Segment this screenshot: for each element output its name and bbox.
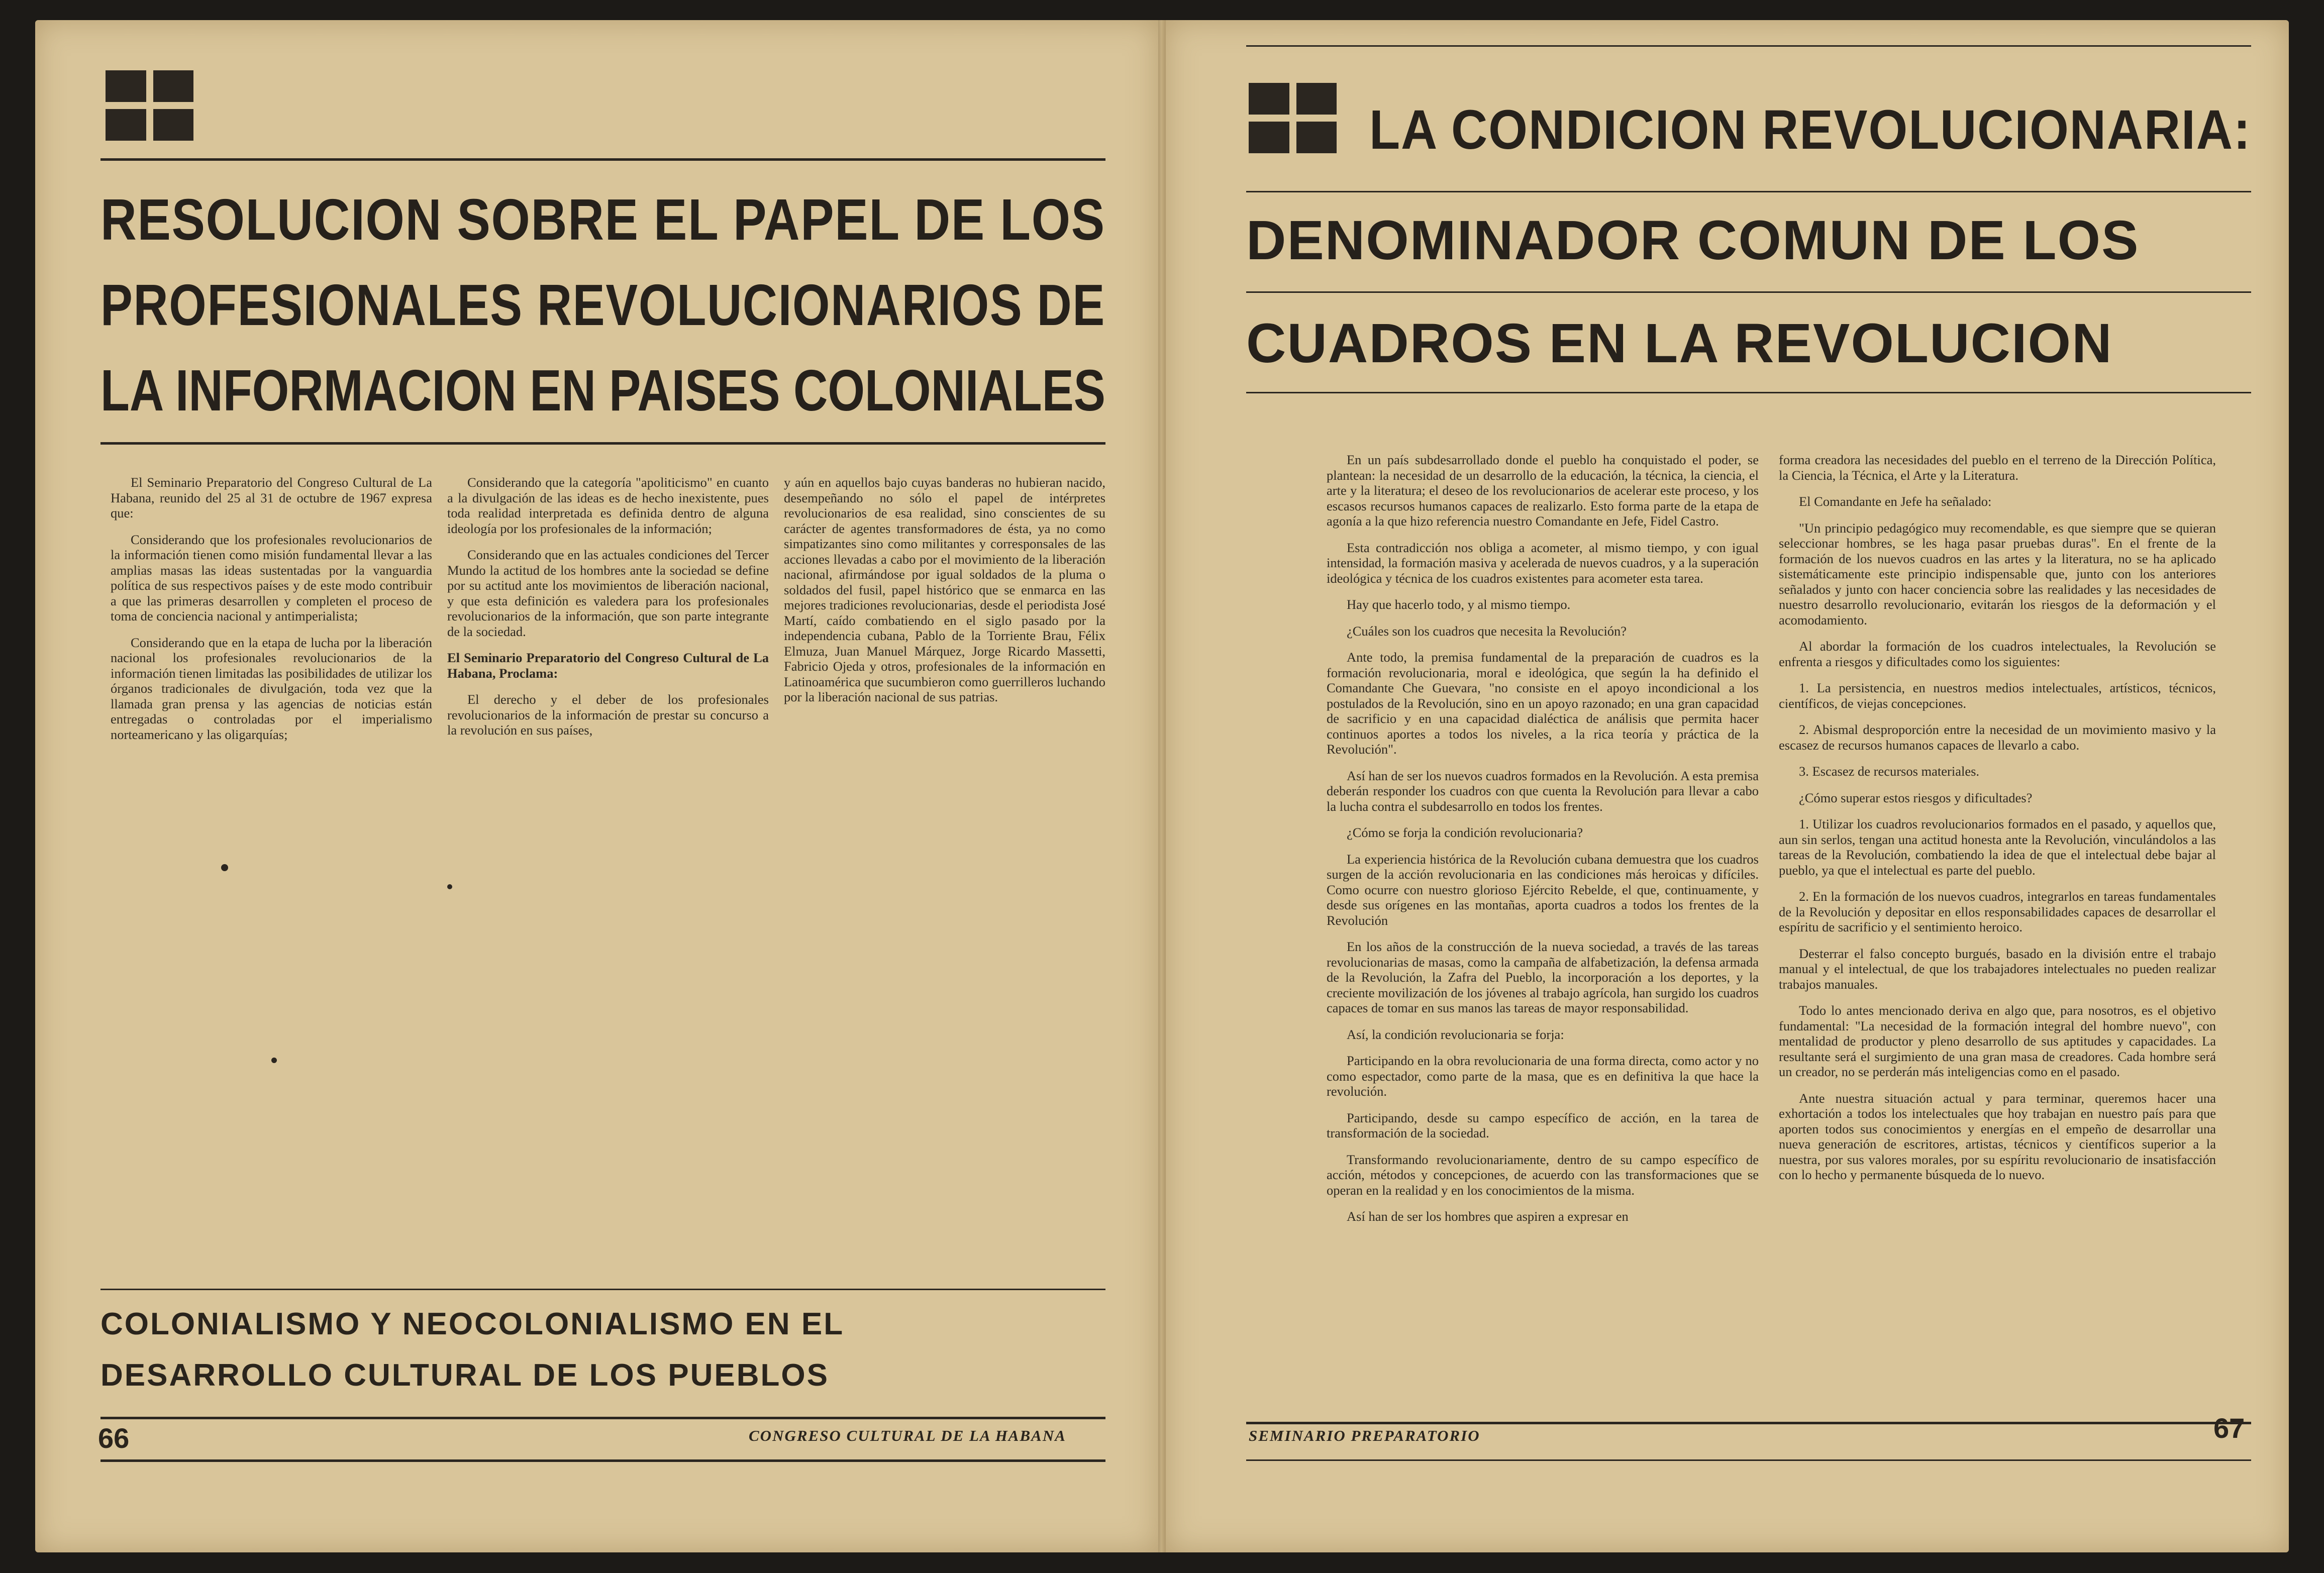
paragraph: Considerando que la categoría "apoliticismo" en cuanto a la divulgación de las ideas es de hecho inexistente, pues toda realidad interpretada es definida dentro de alguna ideología por los profesionales de la información; bbox=[447, 475, 769, 536]
paragraph: forma creadora las necesidades del pueblo en el terreno de la Dirección Política, la Ciencia, la Técnica, el Arte y la Literatura. bbox=[1779, 452, 2216, 483]
header-rule bbox=[100, 158, 1105, 161]
header-rule bbox=[1246, 191, 2251, 192]
right-page bbox=[1166, 20, 2289, 1552]
paragraph: Así, la condición revolucionaria se forja: bbox=[1347, 1026, 1564, 1042]
paragraph: Ante todo, la premisa fundamental de la preparación de cuadros es la formación revolucionaria, moral e ideológica, que según la ha definido el Comandante Che Guevara, "no consiste en el apoyo incondicional a los postulados de la Revolución, sino en un apoyo razonado; en una gran capacidad de sacrificio y en una capacidad dialéctica de análisis que permita hacer continuos aportes a todos los niveles, a la rica teoría y práctica de la Revolución". bbox=[1327, 650, 1759, 757]
paragraph: La experiencia histórica de la Revolución cubana demuestra que los cuadros surgen de la acción revolucionaria en las condiciones más heroicas y difíciles. Como ocurre con nuestro glorioso Ejército Rebelde, el que, continuamente, y desde sus orígenes en las montañas, aporta cuadros a todos los frentes de la Revolución bbox=[1327, 851, 1759, 928]
paragraph: y aún en aquellos bajo cuyas banderas no hubieran nacido, desempeñando no sólo el papel de intérpretes revolucionarios de esa realidad, sino conscientes de su carácter de agentes transformadores de ésta, ya no como simpatizantes sino como militantes y corresponsales de las acciones llevadas a cabo por el movimiento de la liberación nacional, afirmándose por igual soldados de la pluma o soldados del fusil, papel histórico que se enmarca en las mejores tradiciones revolucionarias, desde el periodista José Martí, caído combatiendo en el siglo pasado por la independencia cubana, Pablo de la Torriente Brau, Félix Elmuza, Juan Manuel Márquez, Jorge Ricardo Massetti, Fabricio Ojeda y otros, profesionales de la información en Latinoamérica que sucumbieron como guerrilleros luchando por la liberación nacional de sus patrias. bbox=[784, 475, 1105, 704]
title-mid-rule bbox=[1246, 291, 2251, 293]
paragraph: El Comandante en Jefe ha señalado: bbox=[1799, 494, 1992, 509]
footer-left: CONGRESO CULTURAL DE LA HABANA bbox=[749, 1427, 1066, 1444]
left-title-line-1: RESOLUCION SOBRE EL PAPEL DE LOS bbox=[100, 187, 1105, 252]
question-heading: ¿Cómo se forja la condición revolucionaria? bbox=[1347, 825, 1583, 840]
bottom-title-rule bbox=[100, 1289, 1105, 1290]
list-item: 2. En la formación de los nuevos cuadros, integrarlos en tareas fundamentales de la Revolución y depositar en ellos responsabilidades capaces de desarrollar el espíritu de sacrificio y el sentimiento heroico. bbox=[1779, 889, 2216, 934]
paragraph: "Un principio pedagógico muy recomendable, es que siempre que se quieran seleccionar hombres, se les haga pasar pruebas duras". En el frente de la formación de los nuevos cuadros en las artes y la literatura, no se ha aplicado sistemáticamente este principio indispensable que, junto con los anteriores señalados y junto con hacer conciencia sobre las realidades y las necesidades de nuestro desarrollo revolucionario, evitarán los riesgos de la deformación y el acomodamiento. bbox=[1779, 520, 2216, 627]
header-top-rule bbox=[1246, 45, 2251, 47]
page-number-right: 67 bbox=[2213, 1412, 2245, 1444]
paragraph: Hay que hacerlo todo, y al mismo tiempo. bbox=[1347, 597, 1571, 612]
proclama-heading: El Seminario Preparatorio del Congreso Cultural de La Habana, Proclama: bbox=[447, 650, 769, 681]
paragraph: En los años de la construcción de la nueva sociedad, a través de las tareas revolucionarias de masas, como la campaña de alfabetización, la defensa armada de la Revolución, la Zafra del Pueblo, la incorporación a los deportes, y la creciente movilización de los jóvenes al trabajo agrícola, han surgido los cuadros capaces de tomar en sus manos las tareas de mayor responsabilidad. bbox=[1327, 939, 1759, 1015]
page-number-left: 66 bbox=[98, 1422, 130, 1454]
question-heading: ¿Cómo superar estos riesgos y dificultades? bbox=[1799, 790, 2033, 805]
footer-bottom-rule bbox=[1246, 1459, 2251, 1461]
paragraph: Ante nuestra situación actual y para terminar, queremos hacer una exhortación a todos los intelectuales que hoy trabajan en nuestro país para que aporten todos sus conocimientos y energías en el empeño de desarrollar una nueva generación de escritores, artistas, técnicos y científicos superior a la nuestra, por sus valores morales, por su espíritu revolucionario de insatisfacción con lo hecho y permanente búsqueda de lo nuevo. bbox=[1779, 1090, 2216, 1182]
paragraph: Desterrar el falso concepto burgués, basado en la división entre el trabajo manual y el intelectual, de que los trabajadores intelectuales no pueden realizar trabajos manuales. bbox=[1779, 946, 2216, 992]
seminar-logo-icon bbox=[106, 70, 193, 141]
paragraph: El derecho y el deber de los profesionales revolucionarios de la información de prestar su concurso a la revolución en sus países, bbox=[447, 692, 769, 738]
title-bottom-rule bbox=[1246, 392, 2251, 393]
left-title-line-3: LA INFORMACION EN PAISES COLONIALES bbox=[100, 358, 1105, 423]
paragraph: Considerando que los profesionales revolucionarios de la información tienen como misión fundamental llevar a las amplias masas las ideas sustentadas por la vanguardia política de sus respectivos países y de este modo contribuir a que las primeras desarrollen y completen el proceso de toma de conciencia nacional y antimperialista; bbox=[111, 532, 432, 623]
paragraph: Al abordar la formación de los cuadros intelectuales, la Revolución se enfrenta a riesgos y dificultades como los siguientes: bbox=[1779, 639, 2216, 669]
left-page bbox=[35, 20, 1158, 1552]
left-column-3 bbox=[784, 475, 1105, 716]
paragraph: Así han de ser los nuevos cuadros formados en la Revolución. A esta premisa deberán responder los cuadros con que cuenta la Revolución para llevar a cabo la lucha contra el subdesarrollo en todos los frentes. bbox=[1327, 768, 1759, 814]
left-title-line-2: PROFESIONALES REVOLUCIONARIOS DE bbox=[100, 272, 1105, 338]
right-title-line-1: LA CONDICION REVOLUCIONARIA: bbox=[1369, 99, 2251, 161]
ink-spot bbox=[271, 1058, 277, 1063]
footer-rule bbox=[100, 1417, 1105, 1419]
right-column-2 bbox=[1779, 452, 2216, 1194]
list-item: 1. La persistencia, en nuestros medios intelectuales, artísticos, técnicos, científicos, de viejas concepciones. bbox=[1779, 680, 2216, 711]
list-item: 1. Utilizar los cuadros revolucionarios formados en el pasado, y aquellos que, aun sin serlos, tengan una actitud honesta ante la Revolución, vinculándolos a las tareas de la Revolución, combatiendo la idea de que el intelectual debe bajar al pueblo, ya que el intelectual es parte del pueblo. bbox=[1779, 816, 2216, 878]
question-heading: ¿Cuáles son los cuadros que necesita la Revolución? bbox=[1347, 623, 1627, 639]
bottom-title-line-2: DESARROLLO CULTURAL DE LOS PUEBLOS bbox=[100, 1358, 829, 1393]
ink-spot bbox=[221, 864, 228, 871]
right-title-line-3: CUADROS EN LA REVOLUCION bbox=[1246, 312, 2113, 374]
paragraph: Participando en la obra revolucionaria de una forma directa, como actor y no como espectador, como parte de la masa, que es en definitiva la que hace la revolución. bbox=[1327, 1053, 1759, 1099]
footer-rule bbox=[1246, 1422, 2251, 1424]
left-bottom-title bbox=[100, 1299, 844, 1401]
footer-bottom-rule bbox=[100, 1459, 1105, 1462]
right-column-1 bbox=[1327, 452, 1759, 1235]
footer-right: SEMINARIO PREPARATORIO bbox=[1249, 1427, 1480, 1444]
right-title-line-2: DENOMINADOR COMUN DE LOS bbox=[1246, 209, 2140, 271]
paragraph: Considerando que en la etapa de lucha por la liberación nacional los profesionales revolucionarios de la información tienen limitadas las posibilidades de utilizar los órganos tradicionales de divulgación, toda vez que la llamada gran prensa y las agencias de noticias están entregadas o controladas por el imperialismo norteamericano y las oligarquías; bbox=[111, 635, 432, 742]
left-column-2 bbox=[447, 475, 769, 749]
list-item: 2. Abismal desproporción entre la necesidad de un movimiento masivo y la escasez de recursos humanos capaces de llevarlo a cabo. bbox=[1779, 722, 2216, 753]
paragraph: Considerando que en las actuales condiciones del Tercer Mundo la actitud de los hombres ante la sociedad se define por su actitud ante los movimientos de liberación nacional, y que esta definición es valedera para los profesionales revolucionarios de la información, que son parte integrante de la sociedad. bbox=[447, 547, 769, 639]
list-item: 3. Escasez de recursos materiales. bbox=[1799, 764, 1980, 779]
left-column-1 bbox=[111, 475, 432, 753]
bottom-title-line-1: COLONIALISMO Y NEOCOLONIALISMO EN EL bbox=[100, 1307, 845, 1341]
paragraph: Todo lo antes mencionado deriva en algo que, para nosotros, es el objetivo fundamental: "La necesidad de la formación integral del hombre nuevo", con mentalidad de productor y pleno desarrollo de sus aptitudes y capacidades. La resultante será el surgimiento de una gran masa de creadores. Cada hombre será un creador, no se perderán más inteligencias como en el pasado. bbox=[1779, 1003, 2216, 1079]
paragraph: En un país subdesarrollado donde el pueblo ha conquistado el poder, se plantean: la necesidad de un desarrollo de la educación, la técnica, la ciencia, el arte y la literatura; el deseo de los revolucionarios de acelerar este proceso, y los escasos recursos humanos capaces de realizarlo. Esto forma parte de la etapa de agonía a la que hizo referencia nuestro Comandante en Jefe, Fidel Castro. bbox=[1327, 452, 1759, 529]
paragraph: Transformando revolucionariamente, dentro de su campo específico de acción, métodos y concepciones, de acuerdo con las transformaciones que se operan en la realidad y en los conocimientos de la misma. bbox=[1327, 1151, 1759, 1198]
seminar-logo-icon bbox=[1249, 83, 1337, 153]
paragraph: Participando, desde su campo específico de acción, en la tarea de transformación de la sociedad. bbox=[1327, 1110, 1759, 1140]
paragraph: Esta contradicción nos obliga a acometer, al mismo tiempo, y con igual intensidad, la formación masiva y acelerada de nuevos cuadros, y a la superación ideológica y técnica de los cuadros existentes para acometer esta tarea. bbox=[1327, 540, 1759, 586]
title-bottom-rule bbox=[100, 442, 1105, 445]
paragraph: El Seminario Preparatorio del Congreso Cultural de La Habana, reunido del 25 al 31 de octubre de 1967 expresa que: bbox=[111, 475, 432, 520]
ink-spot bbox=[447, 884, 452, 889]
paragraph: Así han de ser los hombres que aspiren a expresar en bbox=[1347, 1209, 1629, 1224]
